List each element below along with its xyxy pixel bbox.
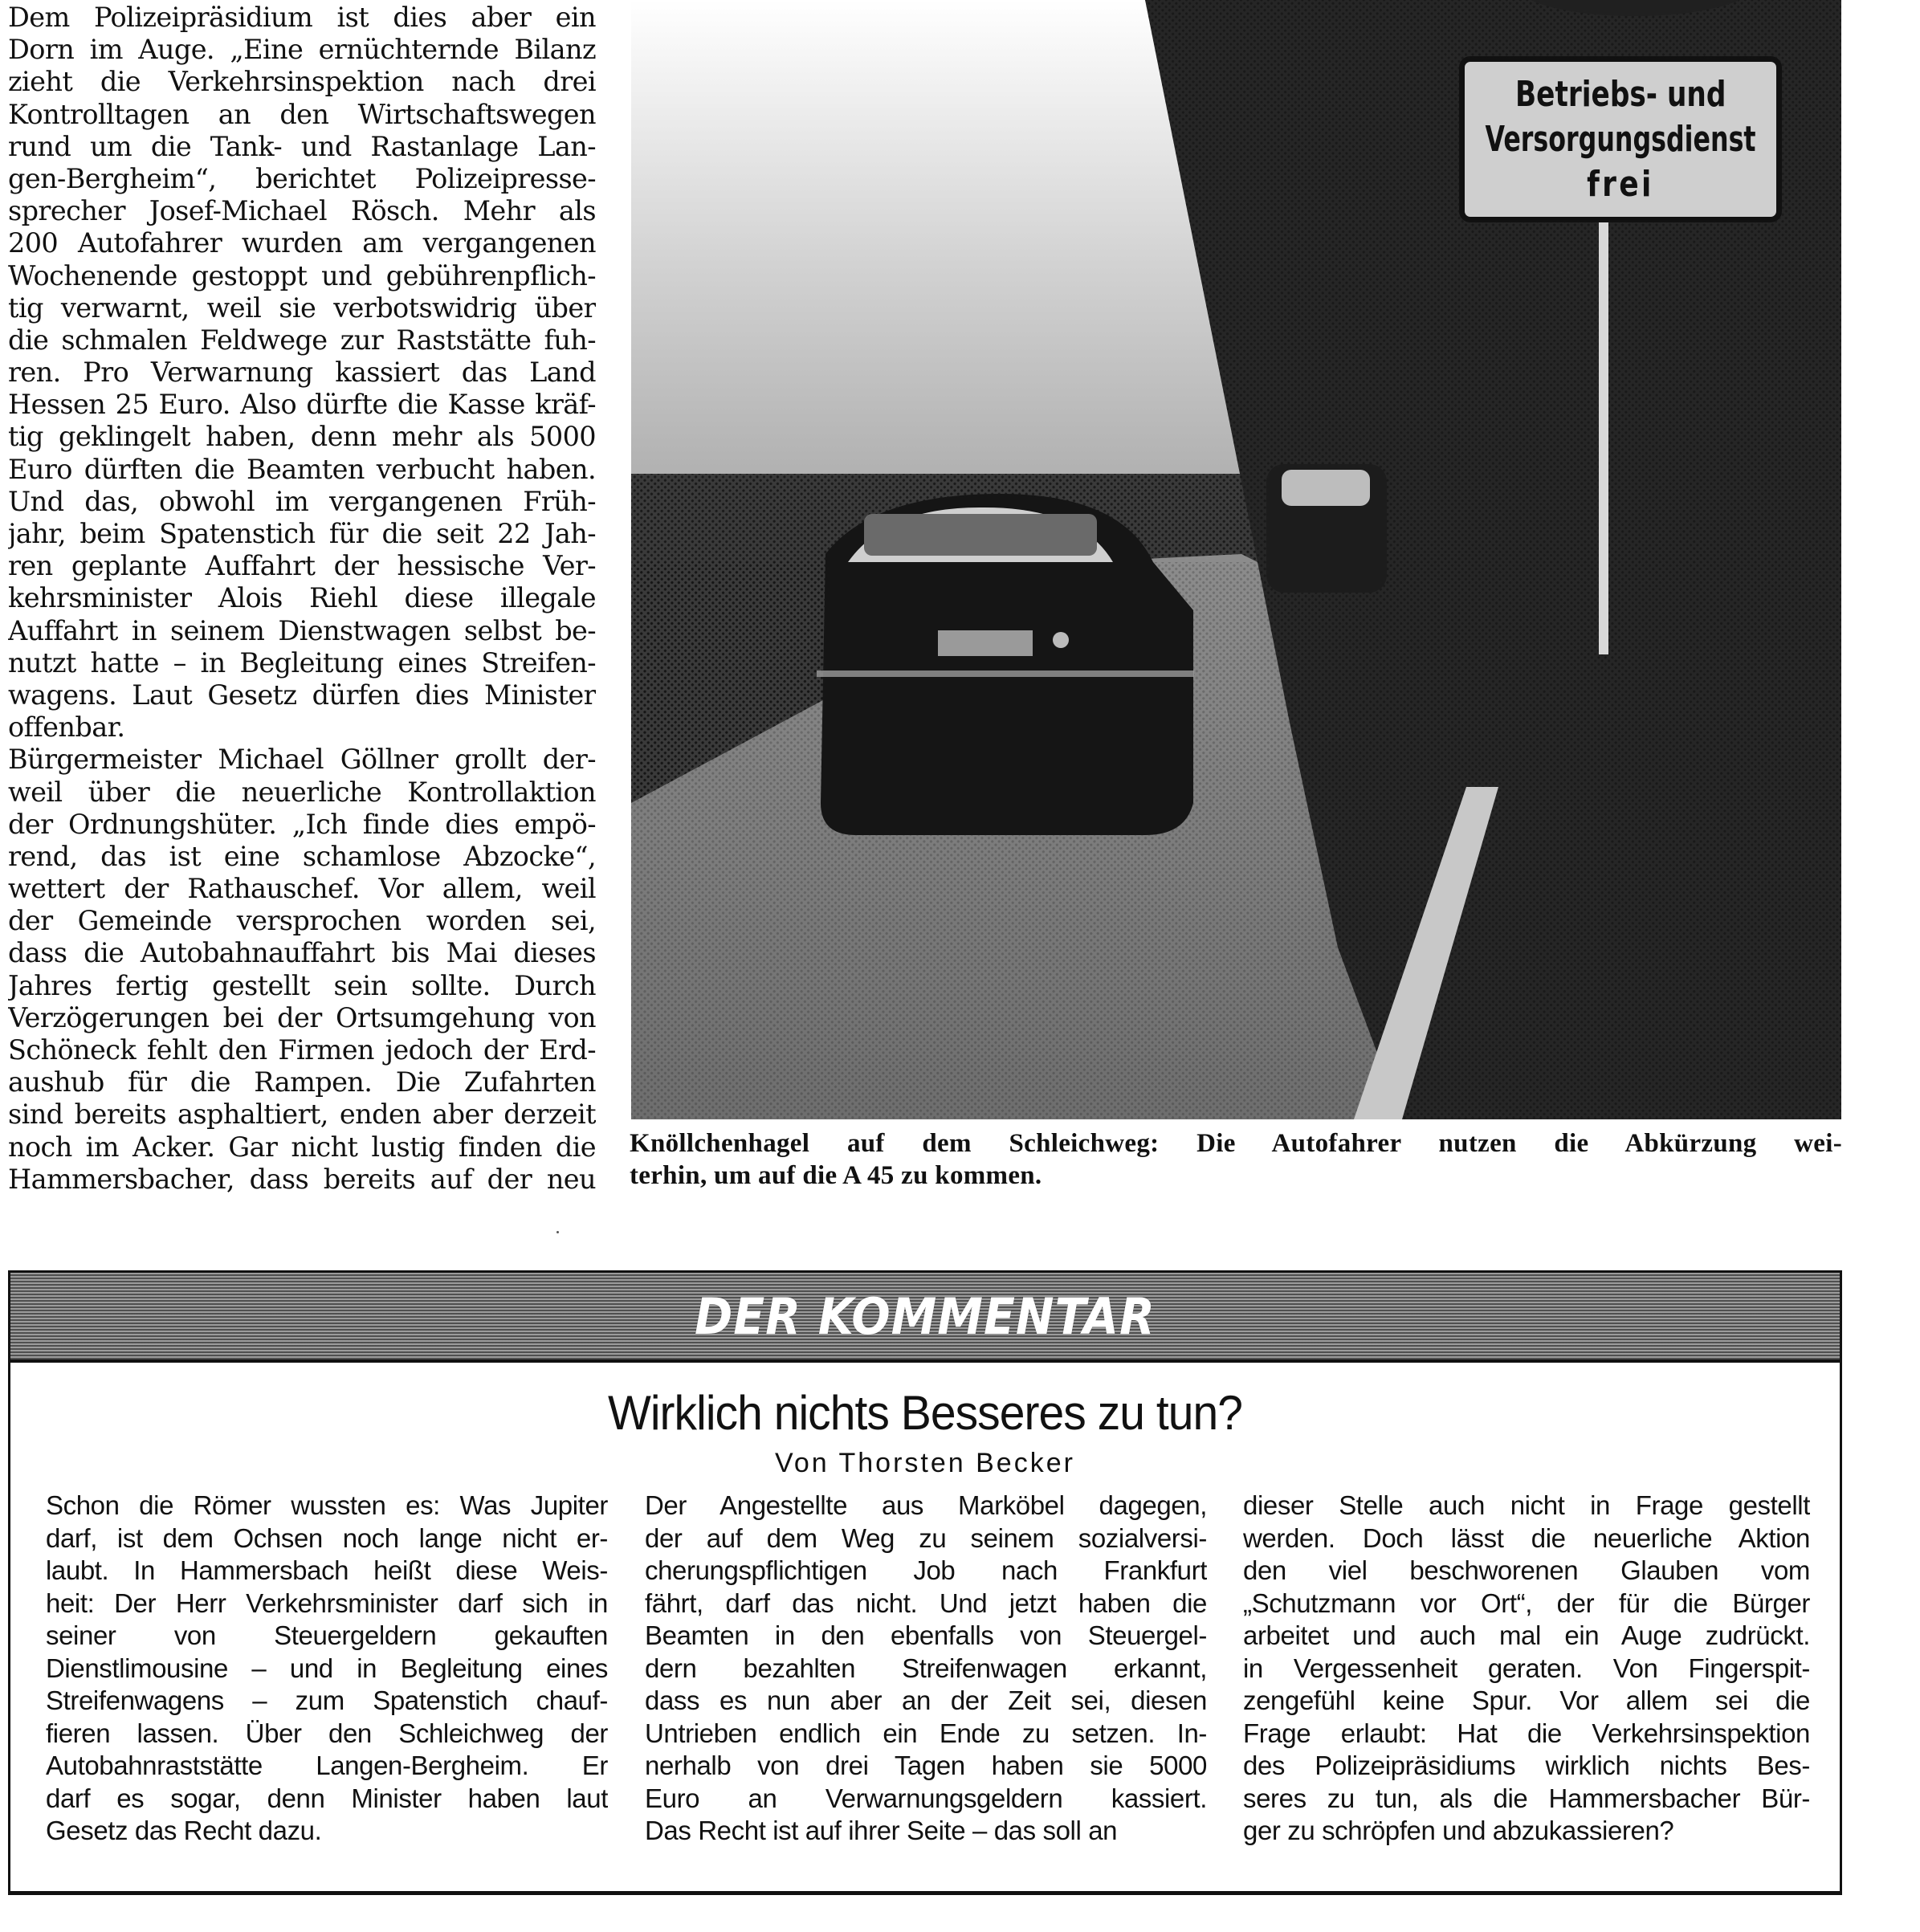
article-line: der Gemeinde versprochen worden sei,: [8, 905, 596, 937]
article-line: noch im Acker. Gar nicht lustig finden die: [8, 1131, 596, 1163]
article-line: nutzt hatte – in Begleitung eines Streifen-: [8, 646, 596, 679]
road-sign-line: Betriebs- und: [1514, 73, 1726, 115]
article-line: tig verwarnt, weil sie verbotswidrig über: [8, 291, 596, 324]
article-line: ren geplante Auffahrt der hessische Ver-: [8, 550, 596, 582]
article-line: rund um die Tank- und Rastanlage Lan-: [8, 130, 596, 162]
commentary-column-1: [46, 1490, 608, 1848]
commentary-line: dass es nun aber an der Zeit sei, diesen: [645, 1685, 1207, 1715]
article-line: Wochenende gestoppt und gebührenpflich-: [8, 259, 596, 291]
commentary-column-2: [645, 1490, 1207, 1848]
commentary-line: darf, ist dem Ochsen noch lange nicht er-: [46, 1522, 608, 1553]
commentary-byline: Von Thorsten Becker: [775, 1448, 1075, 1478]
article-line: ren. Pro Verwarnung kassiert das Land: [8, 357, 596, 389]
commentary-line: werden. Doch lässt die neuerliche Aktion: [1243, 1522, 1810, 1553]
article-line: jahr, beim Spatenstich für die seit 22 Jah-: [8, 518, 596, 549]
commentary-line: Euro an Verwarnungsgeldern kassiert.: [645, 1783, 1207, 1813]
article-line: gen-Bergheim“, berichtet Polizeipresse-: [8, 162, 596, 194]
commentary-line: Untrieben endlich ein Ende zu setzen. In-: [645, 1718, 1207, 1748]
article-line: wettert der Rathauschef. Vor allem, weil: [8, 873, 596, 905]
article-line: Schöneck fehlt den Firmen jedoch der Erd-: [8, 1034, 596, 1066]
commentary-line: nerhalb von drei Tagen haben sie 5000: [645, 1751, 1207, 1780]
article-line: dass die Autobahnauffahrt bis Mai dieses: [8, 937, 596, 969]
article-line: Kontrolltagen an den Wirtschaftswegen: [8, 98, 596, 130]
article-line: der Ordnungshüter. „Ich finde dies empö-: [8, 808, 596, 840]
commentary-line: „Schutzmann vor Ort“, der für die Bürger: [1243, 1588, 1810, 1618]
commentary-line: der auf dem Weg zu seinem sozialversi-: [645, 1522, 1207, 1553]
road-sign-line: Versorgungsdienst: [1485, 118, 1756, 160]
article-line: rend, das ist eine schamlose Abzocke“,: [8, 840, 596, 872]
article-line: die schmalen Feldwege zur Raststätte fuh-: [8, 324, 596, 356]
commentary-line: cherungspflichtigen Job nach Frankfurt: [645, 1555, 1207, 1585]
article-line: Euro dürften die Beamten verbucht haben.: [8, 453, 596, 485]
commentary-line: dieser Stelle auch nicht in Frage gestellt: [1243, 1490, 1810, 1520]
commentary-line: seiner von Steuergeldern gekauften: [46, 1620, 608, 1650]
commentary-line: des Polizeipräsidiums wirklich nichts Bes-: [1243, 1751, 1810, 1780]
commentary-header-band: [10, 1273, 1840, 1363]
commentary-line: Dienstlimousine – und in Begleitung eines: [46, 1653, 608, 1683]
commentary-line: zengefühl keine Spur. Vor allem sei die: [1243, 1685, 1810, 1715]
commentary-line: fährt, darf das nicht. Und jetzt haben die: [645, 1588, 1207, 1618]
photo-sign-pole: [1599, 221, 1608, 654]
article-line: Hessen 25 Euro. Also dürfte die Kasse kräf-: [8, 389, 596, 421]
commentary-column-3: [1243, 1490, 1810, 1848]
commentary-line: den viel beschworenen Glauben vom: [1243, 1555, 1810, 1585]
article-line: Und das, obwohl im vergangenen Früh-: [8, 485, 596, 517]
article-line: Verzögerungen bei der Ortsumgehung von: [8, 1001, 596, 1033]
commentary-line: ger zu schröpfen und abzukassieren?: [1243, 1816, 1674, 1845]
commentary-line: Autobahnraststätte Langen-Bergheim. Er: [46, 1751, 608, 1780]
commentary-line: Schon die Römer wussten es: Was Jupiter: [46, 1490, 608, 1520]
road-sign-line: frei: [1587, 163, 1654, 205]
commentary-header-label: DER KOMMENTAR: [695, 1286, 1156, 1346]
caption-line: Knöllchenhagel auf dem Schleichweg: Die Autofahrer nutzen die Abkürzung wei-: [630, 1129, 1842, 1158]
article-line: Dem Polizeipräsidium ist dies aber ein: [8, 2, 596, 33]
commentary-line: dern bezahlten Streifenwagen erkannt,: [645, 1653, 1207, 1683]
commentary-line: arbeitet und auch mal ein Auge zudrückt.: [1243, 1620, 1810, 1650]
commentary-box: [8, 1270, 1842, 1895]
article-line: Bürgermeister Michael Göllner grollt der-: [8, 744, 596, 776]
photo-caption: [630, 1127, 1842, 1192]
commentary-line: Frage erlaubt: Hat die Verkehrsinspektion: [1243, 1718, 1810, 1748]
article-line: kehrsminister Alois Riehl diese illegale: [8, 582, 596, 614]
news-photo: [631, 0, 1841, 1119]
article-line: offenbar.: [8, 711, 125, 744]
commentary-line: laubt. In Hammersbach heißt diese Weis-: [46, 1555, 608, 1585]
commentary-line: Das Recht ist auf ihrer Seite – das soll an: [645, 1816, 1118, 1845]
article-line: Jahres fertig gestellt sein sollte. Durch: [8, 969, 596, 1001]
article-body-column: [8, 2, 596, 1196]
article-line: wagens. Laut Gesetz dürfen dies Minister: [8, 679, 596, 711]
article-line: zieht die Verkehrsinspektion nach drei: [8, 66, 596, 98]
print-speck: [556, 1231, 559, 1233]
caption-line: terhin, um auf die A 45 zu kommen.: [630, 1161, 1042, 1190]
road-sign: [1459, 56, 1782, 222]
article-line: Dorn im Auge. „Eine ernüchternde Bilanz: [8, 34, 596, 66]
commentary-line: Streifenwagens – zum Spatenstich chauf-: [46, 1685, 608, 1715]
article-line: Auffahrt in seinem Dienstwagen selbst be-: [8, 614, 596, 646]
commentary-line: Gesetz das Recht dazu.: [46, 1816, 322, 1845]
commentary-line: heit: Der Herr Verkehrsminister darf sich in: [46, 1588, 608, 1618]
commentary-line: darf es sogar, denn Minister haben laut: [46, 1783, 608, 1813]
commentary-line: in Vergessenheit geraten. Von Fingerspit-: [1243, 1653, 1810, 1683]
article-line: aushub für die Rampen. Die Zufahrten: [8, 1066, 596, 1098]
commentary-line: Der Angestellte aus Marköbel dagegen,: [645, 1490, 1207, 1520]
article-line: Hammersbacher, dass bereits auf der neu: [8, 1163, 596, 1195]
commentary-line: fieren lassen. Über den Schleichweg der: [46, 1718, 608, 1748]
article-line: weil über die neuerliche Kontrollaktion: [8, 776, 596, 808]
commentary-line: seres zu tun, als die Hammersbacher Bür-: [1243, 1783, 1810, 1813]
article-line: sprecher Josef-Michael Rösch. Mehr als: [8, 195, 596, 227]
commentary-line: Beamten in den ebenfalls von Steuergel-: [645, 1620, 1207, 1650]
article-line: 200 Autofahrer wurden am vergangenen: [8, 227, 596, 259]
article-line: sind bereits asphaltiert, enden aber derzeit: [8, 1098, 596, 1131]
article-line: tig geklingelt haben, denn mehr als 5000: [8, 421, 596, 453]
commentary-title: Wirklich nichts Besseres zu tun?: [607, 1386, 1243, 1440]
